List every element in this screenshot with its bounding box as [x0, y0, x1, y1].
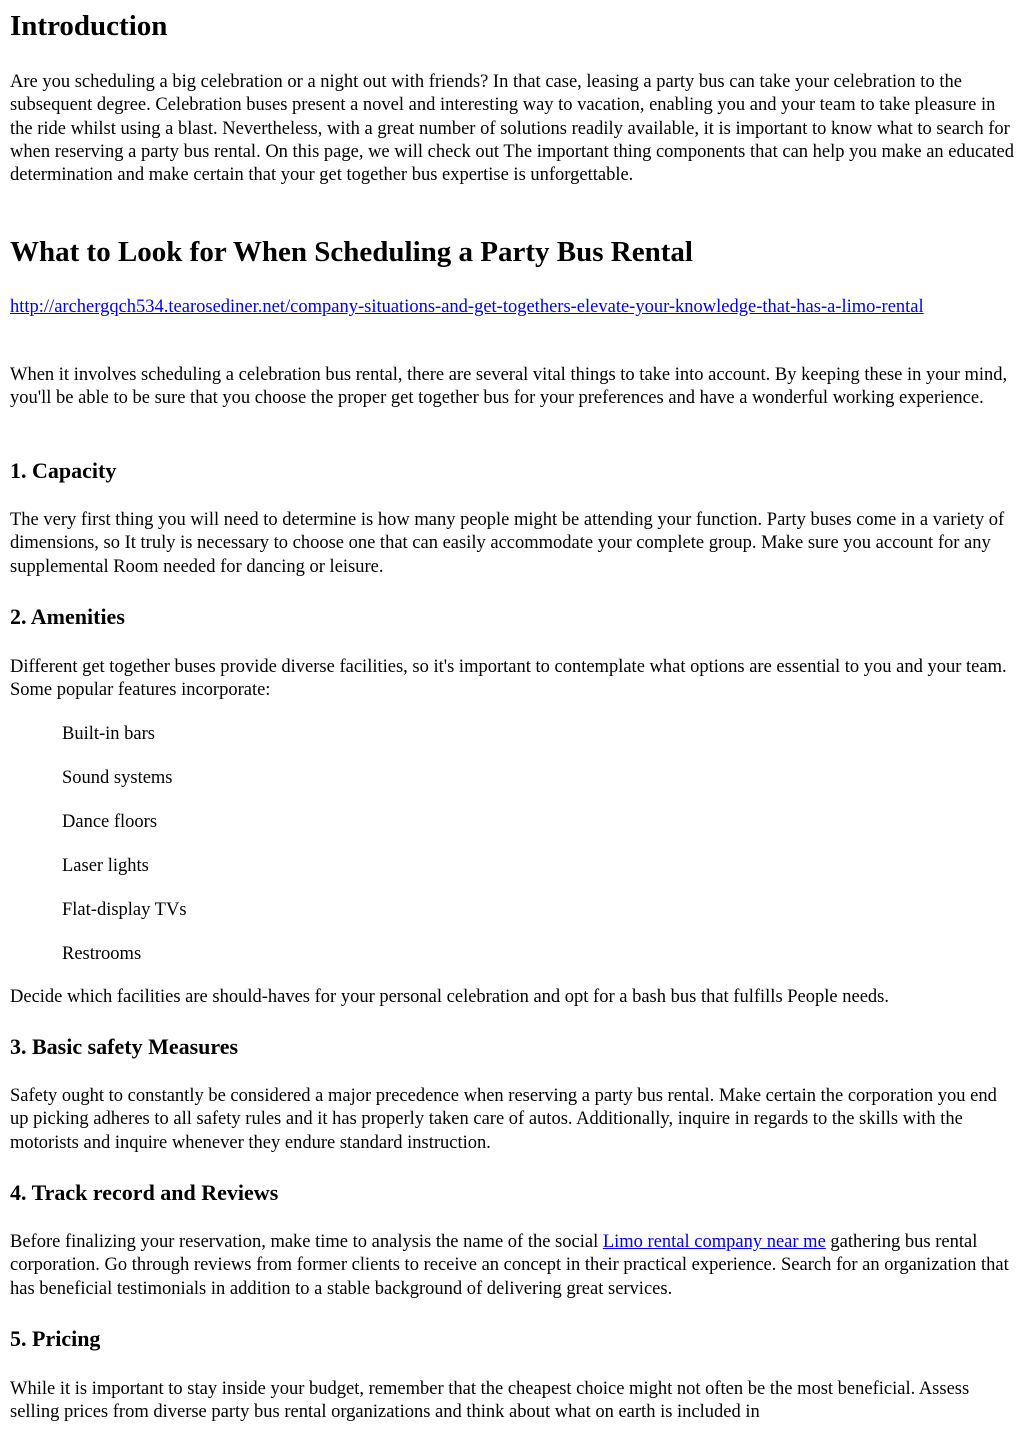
- reviews-text-before: Before finalizing your reservation, make time to analysis the name of the social: [10, 1232, 603, 1252]
- reviews-heading: 4. Track record and Reviews: [10, 1180, 279, 1205]
- amenities-heading: 2. Amenities: [10, 604, 125, 629]
- list-item: Sound systems: [62, 768, 173, 788]
- capacity-paragraph: The very first thing you will need to determine is how many people might be attending your function. Party buses come in a variety of dimensions, so It truly is necessary to choose one that can easily accommodate your complete group. Make sure you account for any supplemental Room needed for dancing or leisure.: [10, 510, 1005, 577]
- list-item: Restrooms: [62, 944, 142, 964]
- intro-heading: Introduction: [10, 10, 168, 42]
- pricing-paragraph: While it is important to stay inside your budget, remember that the cheapest choice might not often be the most beneficial. Assess selling prices from diverse party bus rental organizations and think about what on earth is included in: [10, 1379, 970, 1423]
- safety-paragraph: Safety ought to constantly be considered a major precedence when reserving a party bus rental. Make certain the corporation you end up picking adheres to all safety rules and it has properly taken care of autos. Additionally, inquire in regards to the skills with the motorists and inquire whenever they endure standard instruction.: [10, 1086, 997, 1153]
- amenities-paragraph: Different get together buses provide diverse facilities, so it's important to contemplate what options are essential to you and your team. Some popular features incorporate:: [10, 657, 1007, 701]
- list-item: Built-in bars: [62, 724, 156, 744]
- intro-paragraph: Are you scheduling a big celebration or a night out with friends? In that case, leasing a party bus can take your celebration to the subsequent degree. Celebration buses present a novel and interesting way to vacation, enabling you and your team to take pleasure in the ride whilst using a blast. Nevertheless, with a great number of solutions readily available, it is important to know what to search for when reserving a party bus rental. On this page, we will check out The important thing components that can help you make an educated determination and make certain that your get together bus expertise is unforgettable.: [10, 72, 1015, 186]
- article-link[interactable]: http://archergqch534.tearosediner.net/company-situations-and-get-togethers-elevate-your-knowledge-that-has-a-limo-rental: [10, 297, 924, 317]
- amenities-closing: Decide which facilities are should-haves for your personal celebration and opt for a bash bus that fulfills People needs.: [10, 987, 889, 1007]
- reviews-paragraph: [10, 1231, 1016, 1301]
- pricing-heading: 5. Pricing: [10, 1326, 101, 1351]
- main-paragraph: When it involves scheduling a celebration bus rental, there are several vital things to take into account. By keeping these in your mind, you'll be able to be sure that you choose the proper get together bus for your preferences and have a wonderful working experience.: [10, 365, 1008, 409]
- list-item: Laser lights: [62, 856, 149, 876]
- list-item: Flat-display TVs: [62, 900, 187, 920]
- capacity-heading: 1. Capacity: [10, 458, 117, 483]
- main-heading: What to Look for When Scheduling a Party Bus Rental: [10, 236, 693, 268]
- list-item: Dance floors: [62, 812, 158, 832]
- reviews-text-after: gathering bus rental corporation. Go through reviews from former clients to receive an concept in their practical experience. Search for an organization that has beneficial testimonials in addition to a stable background of delivering great services.: [10, 1232, 1009, 1299]
- safety-heading: 3. Basic safety Measures: [10, 1034, 239, 1059]
- limo-rental-link[interactable]: Limo rental company near me: [602, 1232, 826, 1252]
- main-link-paragraph: [10, 296, 1016, 319]
